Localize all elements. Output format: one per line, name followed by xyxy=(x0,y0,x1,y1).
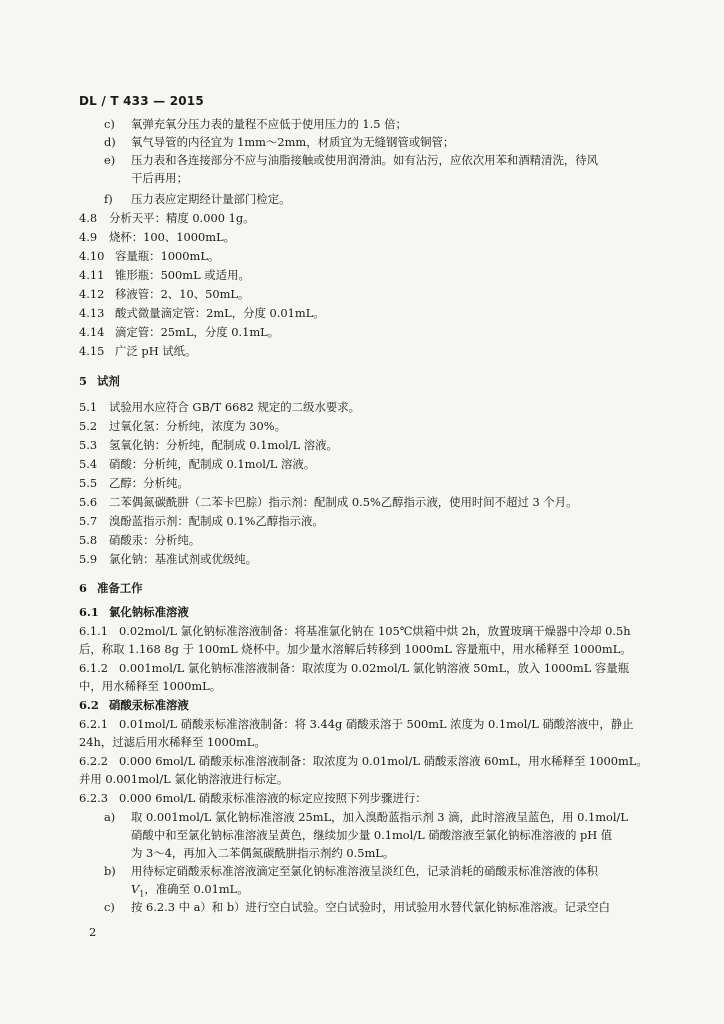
clause-number: 6.2.1 xyxy=(79,717,108,731)
clause-text: 容量瓶：1000mL。 xyxy=(115,249,220,263)
subsection-number: 6.2 xyxy=(79,698,99,712)
clause-text-line: 24h，过滤后用水稀释至 1000mL。 xyxy=(79,735,266,749)
subsection-number: 6.1 xyxy=(79,605,99,619)
document-code-header: DL / T 433 — 2015 xyxy=(79,94,204,108)
clause-text: 广泛 pH 试纸。 xyxy=(115,344,197,358)
clause-number: 5.8 xyxy=(79,533,98,547)
step-a-line: 取 0.001mol/L 氯化钠标准溶液 25mL，加入溴酚蓝指示剂 3 滴，此时溶液呈蓝色，用 0.1mol/L xyxy=(131,810,628,824)
clause-number: 5.5 xyxy=(79,476,98,490)
clause-text: 酸式微量滴定管：2mL，分度 0.01mL。 xyxy=(115,306,325,320)
clause-text: 锥形瓶：500mL 或适用。 xyxy=(115,268,250,282)
clause-number: 4.9 xyxy=(79,230,98,244)
list-marker-e: e) xyxy=(104,153,116,167)
clause-number: 4.12 xyxy=(79,287,105,301)
section-number: 6 xyxy=(79,581,87,595)
list-marker-f: f) xyxy=(104,192,113,206)
clause-text: 乙醇：分析纯。 xyxy=(109,476,189,490)
clause-text: 硝酸：分析纯，配制成 0.1mol/L 溶液。 xyxy=(109,457,316,471)
page-number: 2 xyxy=(89,925,97,939)
clause-number: 5.4 xyxy=(79,457,98,471)
subsection-title: 氯化钠标准溶液 xyxy=(109,605,189,619)
clause-number: 5.7 xyxy=(79,514,98,528)
clause-text: 硝酸汞：分析纯。 xyxy=(109,533,201,547)
clause-number: 6.1.2 xyxy=(79,661,108,675)
step-b-line2-rest: ，准确至 0.01mL。 xyxy=(144,882,249,896)
clause-number: 6.1.1 xyxy=(79,624,108,638)
clause-text-line: 后，称取 1.168 8g 于 100mL 烧杯中。加少量水溶解后转移到 1000mL 容量瓶中，用水稀释至 1000mL。 xyxy=(79,642,632,656)
clause-number: 4.11 xyxy=(79,268,105,282)
volume-variable: V xyxy=(131,882,140,896)
clause-text-line: 0.000 6mol/L 硝酸汞标准溶液制备：取浓度为 0.01mol/L 硝酸汞溶液 60mL，用水稀释至 1000mL。 xyxy=(119,754,648,768)
step-marker-c: c) xyxy=(104,900,115,914)
clause-number: 6.2.2 xyxy=(79,754,108,768)
clause-text: 分析天平：精度 0.000 1g。 xyxy=(109,211,255,225)
clause-text-line: 0.01mol/L 硝酸汞标准溶液制备：将 3.44g 硝酸汞溶于 500mL 浓度为 0.1mol/L 硝酸溶液中，静止 xyxy=(119,717,634,731)
clause-number: 5.9 xyxy=(79,552,98,566)
clause-number: 5.1 xyxy=(79,400,98,414)
step-b-line: 用待标定硝酸汞标准溶液滴定至氯化钠标准溶液呈淡红色，记录消耗的硝酸汞标准溶液的体积 xyxy=(131,864,599,878)
clause-number: 6.2.3 xyxy=(79,791,108,805)
clause-text: 烧杯：100、1000mL。 xyxy=(109,230,236,244)
clause-number: 5.3 xyxy=(79,438,98,452)
step-c-line: 按 6.2.3 中 a）和 b）进行空白试验。空白试验时，用试验用水替代氯化钠标准溶液。记录空白 xyxy=(131,900,611,914)
clause-text: 过氧化氢：分析纯，浓度为 30%。 xyxy=(109,419,287,433)
clause-number: 4.15 xyxy=(79,344,105,358)
list-marker-d: d) xyxy=(104,135,116,149)
clause-text-line: 0.02mol/L 氯化钠标准溶液制备：将基准氯化钠在 105℃烘箱中烘 2h，放置玻璃干燥器中冷却 0.5h xyxy=(119,624,631,638)
clause-number: 4.8 xyxy=(79,211,98,225)
clause-number: 4.10 xyxy=(79,249,105,263)
clause-text: 试验用水应符合 GB/T 6682 规定的二级水要求。 xyxy=(109,400,361,414)
step-marker-a: a) xyxy=(104,810,116,824)
clause-text: 0.000 6mol/L 硝酸汞标准溶液的标定应按照下列步骤进行： xyxy=(119,791,427,805)
step-a-line: 为 3～4，再加入二苯偶氮碳酰肼指示剂约 0.5mL。 xyxy=(131,846,395,860)
clause-text: 滴定管：25mL，分度 0.1mL。 xyxy=(115,325,280,339)
section-number: 5 xyxy=(79,374,87,388)
clause-text: 移液管：2、10、50mL。 xyxy=(115,287,250,301)
volume-subscript: 1 xyxy=(139,889,145,899)
clause-text: 氯化钠：基准试剂或优级纯。 xyxy=(109,552,258,566)
list-item-f: 压力表应定期经计量部门检定。 xyxy=(131,192,291,206)
clause-text: 二苯偶氮碳酰肼（二苯卡巴腙）指示剂：配制成 0.5%乙醇指示液，使用时间不超过 3 个月。 xyxy=(109,495,578,509)
list-item-c: 氧弹充氧分压力表的量程不应低于使用压力的 1.5 倍； xyxy=(131,117,407,131)
clause-text-line: 并用 0.001mol/L 氯化钠溶液进行标定。 xyxy=(79,772,289,786)
list-item-d: 氧气导管的内径宜为 1mm～2mm，材质宜为无缝钢管或铜管； xyxy=(131,135,455,149)
clause-number: 5.2 xyxy=(79,419,98,433)
subsection-title: 硝酸汞标准溶液 xyxy=(109,698,189,712)
clause-text: 溴酚蓝指示剂：配制成 0.1%乙醇指示液。 xyxy=(109,514,324,528)
section-title: 准备工作 xyxy=(97,581,143,595)
step-marker-b: b) xyxy=(104,864,116,878)
clause-number: 5.6 xyxy=(79,495,98,509)
clause-text: 氢氧化钠：分析纯，配制成 0.1mol/L 溶液。 xyxy=(109,438,338,452)
list-marker-c: c) xyxy=(104,117,115,131)
list-item-e-line1: 压力表和各连接部分不应与油脂接触或使用润滑油。如有沾污，应依次用苯和酒精清洗，待风 xyxy=(131,153,599,167)
clause-text-line: 0.001mol/L 氯化钠标准溶液制备：取浓度为 0.02mol/L 氯化钠溶液 50mL，放入 1000mL 容量瓶 xyxy=(119,661,630,675)
step-b-line2 xyxy=(131,882,249,901)
list-item-e-line2: 干后再用； xyxy=(131,171,188,185)
clause-number: 4.13 xyxy=(79,306,105,320)
clause-text-line: 中，用水稀释至 1000mL。 xyxy=(79,679,222,693)
section-title: 试剂 xyxy=(97,374,120,388)
step-a-line: 硝酸中和至氯化钠标准溶液呈黄色，继续加少量 0.1mol/L 硝酸溶液至氯化钠标准溶液的 pH 值 xyxy=(131,828,613,842)
clause-number: 4.14 xyxy=(79,325,105,339)
